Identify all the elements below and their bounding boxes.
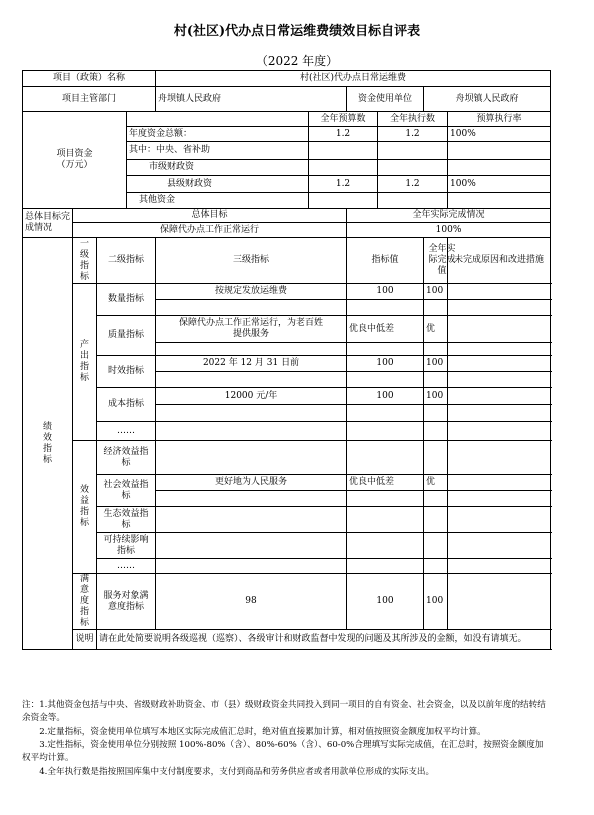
cost-label: 成本指标 (97, 388, 156, 422)
indicator-actual: 100 (424, 574, 448, 630)
satisfaction-row (23, 574, 551, 630)
perf-header-level2: 二级指标 (97, 238, 156, 284)
funds-label: 项目资金（万元） (23, 112, 127, 209)
ecology-label: 生态效益指标 (97, 507, 156, 533)
indicator-row (23, 475, 551, 491)
goal-col-actual: 全年实际完成情况 (347, 209, 551, 223)
indicator-row (23, 441, 551, 475)
project-name-row (23, 71, 551, 87)
funds-executed (378, 193, 448, 209)
perf-header-reason: 未完成原因和改进措施 (448, 238, 551, 284)
funds-rate (448, 142, 551, 160)
indicator-row (23, 284, 551, 300)
remark-text: 请在此处简要说明各级巡视（巡察）、各级审计和财政监督中发现的问题及其所涉及的金额，如没有请填无。 (97, 630, 551, 650)
indicator-row (23, 388, 551, 405)
indicator-row (23, 356, 551, 372)
funds-row-label: 年度资金总额： (127, 127, 309, 142)
funds-rate (448, 160, 551, 176)
quantity-label: 数量指标 (97, 284, 156, 316)
project-dept-row (23, 87, 551, 112)
perf-header-level3: 三级指标 (156, 238, 347, 284)
funds-budget (309, 193, 378, 209)
dept-label: 项目主管部门 (23, 87, 156, 112)
funds-executed: 1.2 (378, 176, 448, 193)
project-name-value: 村(社区)代办点日常运维费 (156, 71, 551, 87)
goal-col-target: 总体目标 (73, 209, 347, 223)
goal-actual: 100% (347, 223, 551, 238)
output-more: …… (97, 422, 156, 441)
goal-row (23, 223, 551, 238)
goal-label: 总体目标完成情况 (23, 209, 73, 238)
indicator-value: 优良中低差 (347, 316, 424, 343)
funds-row-label: 其中：中央、省补助 (127, 142, 309, 160)
funds-executed: 1.2 (378, 127, 448, 142)
page-title: 村(社区)代办点日常运维费绩效目标自评表 (173, 24, 421, 39)
funds-budget: 1.2 (309, 127, 378, 142)
perf-header-level1: 一级指标 (73, 238, 97, 284)
project-name-label: 项目（政策）名称 (23, 71, 156, 87)
footnote: 注：1.其他资金包括与中央、省级财政补助资金、市（县）级财政资金共同投入到同一项目的自有资金、社会资金，以及以前年度的结转结余资金等。 (22, 700, 546, 723)
funds-executed (378, 160, 448, 176)
funds-budget (309, 142, 378, 160)
indicator-item: 2022 年 12 月 31 日前 (156, 356, 347, 372)
funds-budget: 1.2 (309, 176, 378, 193)
sustain-label: 可持续影响指标 (97, 533, 156, 559)
report-year: （2022 年度） (255, 54, 339, 68)
quality-label: 质量指标 (97, 316, 156, 356)
indicator-item: 按规定发放运维费 (156, 284, 347, 300)
indicator-value: 100 (347, 284, 424, 300)
evaluation-table (22, 70, 551, 650)
funds-rate (448, 193, 551, 209)
satisfaction-sub-label: 服务对象满意度指标 (97, 574, 156, 630)
indicator-row (23, 422, 551, 441)
perf-label: 绩效指标 (23, 238, 73, 650)
funds-executed (378, 142, 448, 160)
perf-header-row (23, 238, 551, 284)
goal-target: 保障代办点工作正常运行 (73, 223, 347, 238)
indicator-row (23, 559, 551, 574)
indicator-row (23, 533, 551, 559)
indicator-actual: 100 (424, 356, 448, 372)
indicator-actual: 优 (424, 475, 448, 491)
remark-row (23, 630, 551, 650)
effect-more: …… (97, 559, 156, 574)
satisfaction-label: 满意度指标 (73, 574, 97, 630)
indicator-actual: 优 (424, 316, 448, 343)
funds-header-budget: 全年预算数 (309, 112, 378, 127)
evaluation-form (22, 70, 550, 699)
unit-label: 资金使用单位 (347, 87, 424, 112)
remark-label: 说明 (73, 630, 97, 650)
funds-rate: 100% (448, 127, 551, 142)
indicator-row (23, 316, 551, 343)
indicator-item: 12000 元/年 (156, 388, 347, 405)
funds-header-executed: 全年执行数 (378, 112, 448, 127)
funds-header-rate: 预算执行率 (448, 112, 551, 127)
effect-label: 效益指标 (73, 441, 97, 574)
funds-row-label: 市级财政资 (127, 160, 309, 176)
indicator-row (23, 507, 551, 533)
goal-header-row (23, 209, 551, 223)
time-label: 时效指标 (97, 356, 156, 388)
indicator-item: 保障代办点工作正常运行，为老百姓提供服务 (156, 316, 347, 343)
perf-header-value: 指标值 (347, 238, 424, 284)
indicator-actual: 100 (424, 284, 448, 300)
funds-row-label: 其他资金 (127, 193, 309, 209)
perf-header-actual: 全年实际完成值 (424, 238, 448, 284)
indicator-item: 98 (156, 574, 347, 630)
unit-value: 舟坝镇人民政府 (424, 87, 551, 112)
funds-rate: 100% (448, 176, 551, 193)
indicator-value: 优良中低差 (347, 475, 424, 491)
social-label: 社会效益指标 (97, 475, 156, 507)
footnote: 3.定性指标，资金使用单位分别按照 100%-80%（含）、80%-60%（含）、60-0%合理填写实际完成值，在汇总时，按照资金额度加权平均计算。 (22, 740, 544, 763)
output-label: 产出指标 (73, 284, 97, 441)
funds-budget (309, 160, 378, 176)
indicator-value: 100 (347, 574, 424, 630)
indicator-value: 100 (347, 388, 424, 405)
indicator-value: 100 (347, 356, 424, 372)
indicator-item: 更好地为人民服务 (156, 475, 347, 491)
footnote: 2.定量指标，资金使用单位填写本地区实际完成值汇总时，绝对值直接累加计算，相对值按照资金额度加权平均计算。 (39, 726, 486, 737)
footnote: 4.全年执行数是指按照国库集中支付制度要求，支付到商品和劳务供应者或者用款单位形成的实际支出。 (39, 766, 435, 777)
funds-row-label: 县级财政资 (127, 176, 309, 193)
economic-label: 经济效益指标 (97, 441, 156, 475)
funds-header-row (23, 112, 551, 127)
footnotes (22, 699, 550, 779)
dept-value: 舟坝镇人民政府 (156, 87, 347, 112)
indicator-actual: 100 (424, 388, 448, 405)
